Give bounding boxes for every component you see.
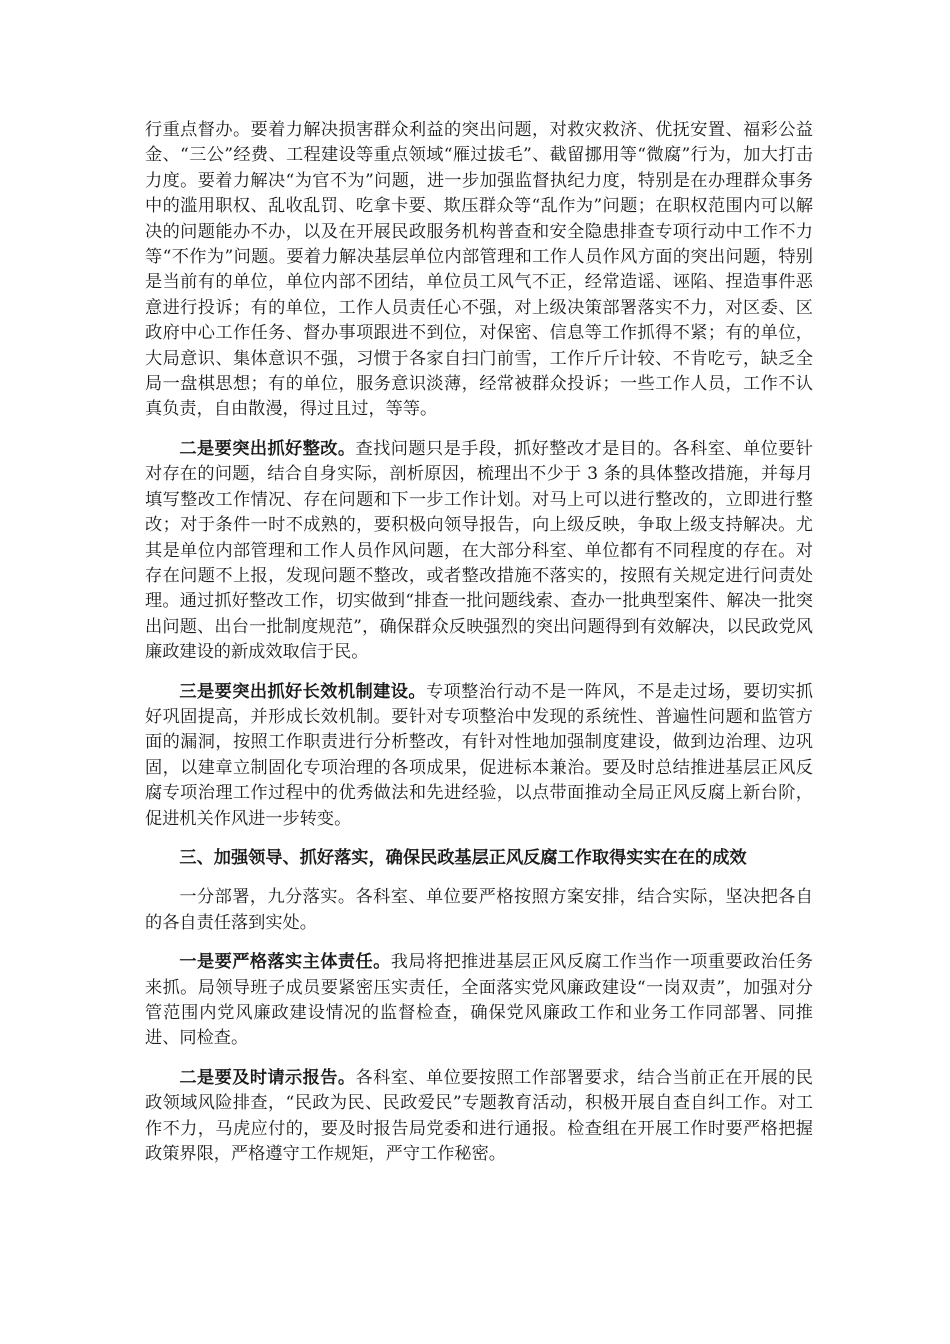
paragraph-3-body: 专项整治行动不是一阵风，不是走过场，要切实抓好巩固提高，并形成长效机制。要针对专项整治中发现的系统性、普遍性问题和监管方面的漏洞，按照工作职责进行分析整改，有针对性地加强制度建设，做到边治理、边巩固，以建章立制固化专项治理的各项成果，促进标本兼治。要及时总结推进基层正风反腐专项治理工作过程中的优秀做法和先进经验，以点带面推动全局正风反腐上新台阶，促进机关作风进一步转变。 — [145, 681, 813, 829]
paragraph-6-body: 各科室、单位要按照工作部署要求，结合当前正在开展的民政领域风险排查，“民政为民、民政爱民”专题教育活动，积极开展自查自纠工作。对工作不力，马虎应付的，要及时报告局党委和进行通报。检查组在开展工作时要严格把握政策界限，严格遵守工作规矩，严守工作秘密。 — [145, 1067, 813, 1165]
paragraph-3-lead: 三是要突出抓好长效机制建设。 — [179, 681, 426, 702]
paragraph-3 — [145, 680, 813, 832]
paragraph-2 — [145, 437, 813, 666]
paragraph-2-lead: 二是要突出抓好整改。 — [179, 438, 356, 459]
paragraph-5 — [145, 950, 813, 1052]
paragraph-5-lead: 一是要严格落实主体责任。 — [179, 952, 391, 973]
document-page — [145, 118, 813, 1181]
section-heading-3: 三、加强领导、抓好落实，确保民政基层正风反腐工作取得实实在在的成效 — [179, 847, 747, 868]
paragraph-6-lead: 二是要及时请示报告。 — [179, 1067, 356, 1088]
paragraph-1: 行重点督办。要着力解决损害群众利益的突出问题，对救灾救济、优抚安置、福彩公益金、“三公”经费、工程建设等重点领域“雁过拔毛”、截留挪用等“微腐”行为，加大打击力度。要着力解决“为官不为”问题，进一步加强监督执纪力度，特别是在办理群众事务中的滥用职权、乱收乱罚、吃拿卡要、欺压群众等“乱作为”问题；在职权范围内可以解决的问题能办不办，以及在开展民政服务机构普查和安全隐患排查专项行动中工作不力等“不作为”问题。要着力解决基层单位内部管理和工作人员作风方面的突出问题，特别是当前有的单位，单位内部不团结，单位员工风气不正，经常造谣、诬陷、捏造事件恶意进行投诉；有的单位，工作人员责任心不强，对上级决策部署落实不力，对区委、区政府中心工作任务、督办事项跟进不到位，对保密、信息等工作抓得不紧；有的单位，大局意识、集体意识不强，习惯于各家自扫门前雪，工作斤斤计较、不肯吃亏，缺乏全局一盘棋思想；有的单位，服务意识淡薄，经常被群众投诉；一些工作人员，工作不认真负责，自由散漫，得过且过，等等。 — [145, 120, 813, 420]
paragraph-6 — [145, 1066, 813, 1168]
paragraph-2-body: 查找问题只是手段，抓好整改才是目的。各科室、单位要针对存在的问题，结合自身实际，剖析原因，梳理出不少于 3 条的具体整改措施，并每月填写整改工作情况、存在问题和下一步工作计划。对马上可以进行整改的，立即进行整改；对于条件一时不成熟的，要积极向领导报告，向上级反映，争取上级支持解决。尤其是单位内部管理和工作人员作风问题，在大部分科室、单位都有不同程度的存在。对存在问题不上报，发现问题不整改，或者整改措施不落实的，按照有关规定进行问责处理。通过抓好整改工作，切实做到“排查一批问题线索、查办一批典型案件、解决一批突出问题、出台一批制度规范”，确保群众反映强烈的突出问题得到有效解决，以民政党风廉政建设的新成效取信于民。 — [145, 438, 813, 663]
paragraph-4: 一分部署，九分落实。各科室、单位要严格按照方案安排，结合实际，坚决把各自的各自责任落到实处。 — [145, 887, 813, 933]
paragraph-5-body: 我局将把推进基层正风反腐工作当作一项重要政治任务来抓。局领导班子成员要紧密压实责任，全面落实党风廉政建设“一岗双责”，加强对分管范围内党风廉政建设情况的监督检查，确保党风廉政工作和业务工作同部署、同推进、同检查。 — [145, 952, 813, 1049]
